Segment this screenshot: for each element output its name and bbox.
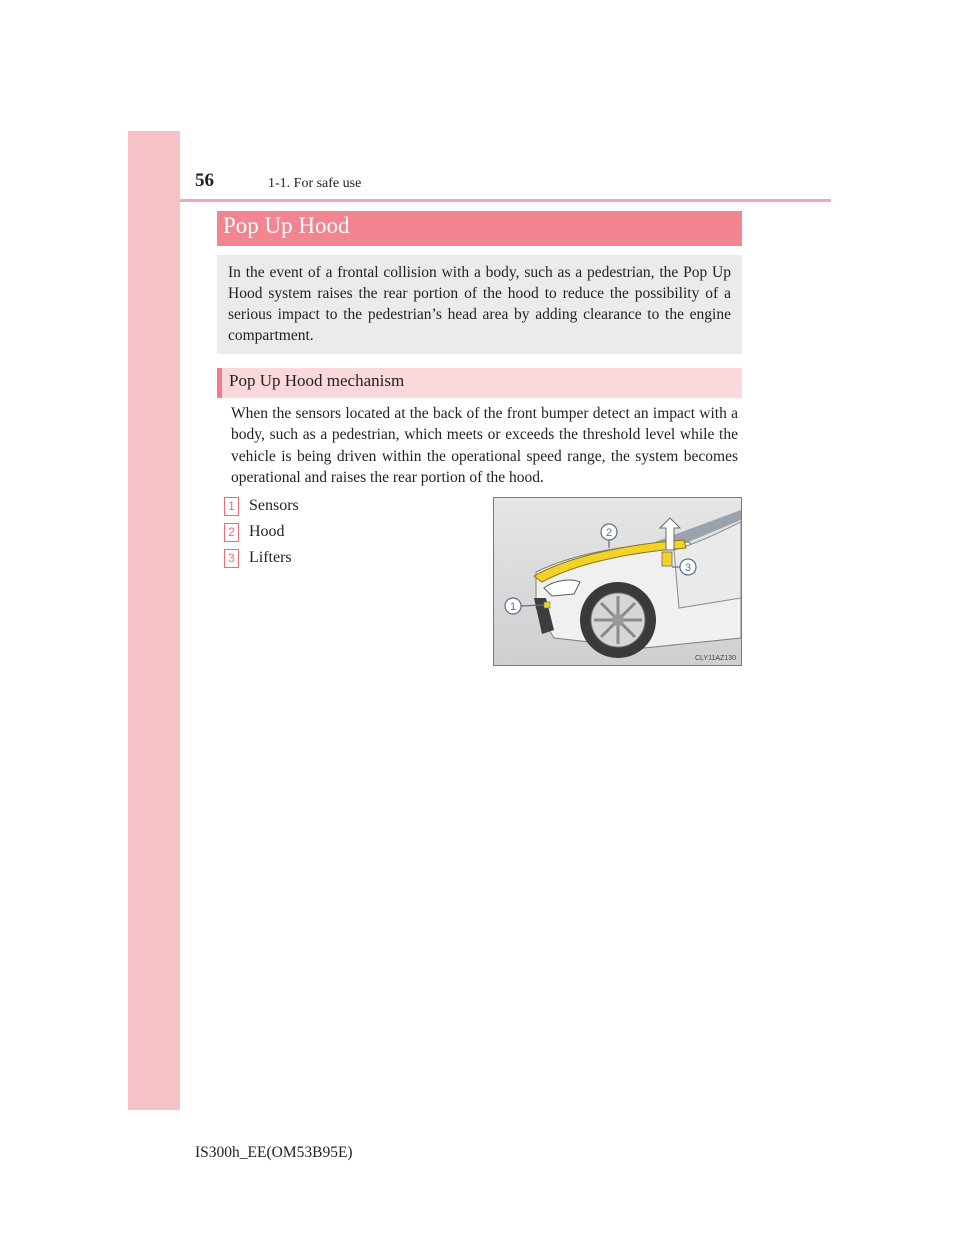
sensor-part xyxy=(544,602,550,608)
subsection-title: Pop Up Hood mechanism xyxy=(229,371,405,390)
section-title-bar xyxy=(217,211,742,246)
intro-box xyxy=(217,255,742,354)
page-number: 56 xyxy=(195,170,214,191)
car-front-drawing xyxy=(494,498,741,665)
subsection-body: When the sensors located at the back of the front bumper detect an impact with a body, such as a pedestrian, which meets or exceeds the threshold level while the vehicle is being driven within the operational speed range, the system becomes operational and raises the rear portion of the hood. xyxy=(231,405,738,486)
callout-marker-1-label: 1 xyxy=(509,601,517,613)
section-reference: 1-1. For safe use xyxy=(268,176,362,191)
callout-list xyxy=(224,493,299,571)
callout-label: Sensors xyxy=(249,497,299,514)
callout-number: 2 xyxy=(224,523,239,542)
section-title: Pop Up Hood xyxy=(223,213,350,238)
lifter-part xyxy=(662,552,672,566)
callout-item xyxy=(224,519,299,545)
pop-up-hood-illustration xyxy=(493,497,742,666)
side-tab xyxy=(128,131,180,1110)
callout-number: 1 xyxy=(224,497,239,516)
figure-code: CLY11AZ130 xyxy=(695,655,736,662)
callout-label: Lifters xyxy=(249,549,292,566)
callout-item xyxy=(224,493,299,519)
subsection-title-bar xyxy=(217,368,742,398)
callout-marker-3-label: 3 xyxy=(684,562,692,574)
wheel-hub xyxy=(612,614,624,626)
callout-number: 3 xyxy=(224,549,239,568)
header-rule xyxy=(180,199,831,202)
callout-marker-2-label: 2 xyxy=(605,527,613,539)
intro-text: In the event of a frontal collision with a body, such as a pedestrian, the Pop Up Hood system raises the rear portion of the hood to reduce the possibility of a serious impact to the pedestrian’s head area by adding clearance to the engine compartment. xyxy=(228,264,731,344)
subsection-accent xyxy=(217,368,222,398)
callout-item xyxy=(224,545,299,571)
callout-label: Hood xyxy=(249,523,285,540)
footer-model-code: IS300h_EE(OM53B95E) xyxy=(195,1144,353,1161)
